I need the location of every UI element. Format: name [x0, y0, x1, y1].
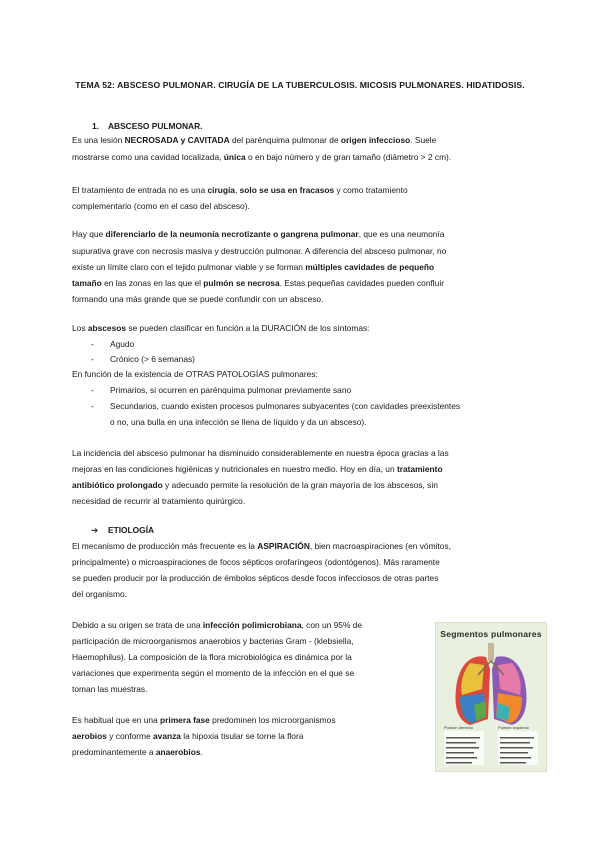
paragraph-line: antibiótico prolongado y adecuado permite la resolución de la gran mayoría de los abscesos, sin [72, 480, 438, 490]
document-title: TEMA 52: ABSCESO PULMONAR. CIRUGÍA DE LA TUBERCULOSIS. MICOSIS PULMONARES. HIDATIDOSIS. [75, 80, 525, 90]
figure-legend-right-heading: Pulmón izquierdo [498, 725, 529, 730]
paragraph-line: toman las muestras. [72, 684, 148, 694]
paragraph-line: variaciones que experimenta según el momento de la infección en el que se [72, 668, 355, 678]
subsection-heading: ETIOLOGÍA [108, 525, 155, 535]
paragraph-line: En función de la existencia de OTRAS PATOLOGÍAS pulmonares: [72, 369, 318, 379]
paragraph-line: Los abscesos se pueden clasificar en función a la DURACIÓN de los síntomas: [72, 323, 370, 333]
paragraph-line: mejoras en las condiciones higiénicas y nutricionales en nuestro medio. Hoy en día, un tratamiento [72, 464, 443, 474]
paragraph-line: existe un límite claro con el tejido pulmonar viable y se forman múltiples cavidades de pequeño [72, 262, 435, 272]
paragraph-line: principalmente) o microaspiraciones de focos sépticos orofaríngeos (odontógenos). Más raramente [72, 557, 440, 567]
figure-legend-left-heading: Pulmón derecho [444, 725, 474, 730]
section-number: 1. [92, 121, 99, 131]
paragraph-line: participación de microorganismos anaerobios y bacterias Gram - (klebsiella, [72, 636, 354, 646]
lung-illustration [436, 623, 546, 771]
list-bullet: - [91, 354, 94, 364]
figure-title: Segmentos pulmonares [440, 629, 542, 639]
list-bullet: - [91, 401, 94, 411]
list-bullet: - [91, 339, 94, 349]
paragraph-line: formando una más grande que se puede confundir con un absceso. [72, 294, 324, 304]
paragraph-line: se pueden producir por la producción de émbolos sépticos desde focos infecciosos de otras partes [72, 573, 439, 583]
paragraph-line: El tratamiento de entrada no es una cirugía, solo se usa en fracasos y como tratamiento [72, 185, 408, 195]
paragraph-line: Es habitual que en una primera fase predominen los microorganismos [72, 715, 336, 725]
list-bullet: - [91, 385, 94, 395]
list-item: Crónico (> 6 semanas) [110, 354, 195, 364]
list-item: Primarios, si ocurren en parénquima pulmonar previamente sano [110, 385, 352, 395]
paragraph-line: necesidad de recurrir al tratamiento quirúrgico. [72, 496, 246, 506]
list-item: Secundarios, cuando existen procesos pulmonares subyacentes (con cavidades preexistentes [110, 401, 461, 411]
paragraph-line: Es una lesión NECROSADA y CAVITADA del parénquima pulmonar de origen infeccioso. Suele [72, 135, 437, 145]
paragraph-line: del organismo. [72, 589, 127, 599]
arrow-icon: ➔ [91, 525, 99, 535]
section-heading: ABSCESO PULMONAR. [108, 121, 203, 131]
paragraph-line: supurativa grave con necrosis masiva y destrucción pulmonar. A diferencia del absceso pulmonar, no [72, 246, 447, 256]
paragraph-line: Debido a su origen se trata de una infección polimicrobiana, con un 95% de [72, 620, 363, 630]
paragraph-line: tamaño en las zonas en las que el pulmón se necrosa. Estas pequeñas cavidades pueden confluir [72, 278, 444, 288]
paragraph-line: Hay que diferenciarlo de la neumonía necrotizante o gangrena pulmonar, que es una neumonía [72, 229, 445, 239]
list-item-continuation: o no, una bulla en una infección se llena de líquido y da un absceso). [110, 417, 367, 427]
paragraph-line: aerobios y conforme avanza la hipoxia tisular se torne la flora [72, 731, 304, 741]
paragraph-line: Haemophilus). La composición de la flora microbiológica es dinámica por la [72, 652, 352, 662]
paragraph-line: mostrarse como una cavidad localizada, única o en bajo número y de gran tamaño (diámetro > 2 cm). [72, 152, 452, 162]
paragraph-line: La incidencia del absceso pulmonar ha disminuido considerablemente en nuestra época gracias a las [72, 448, 449, 458]
paragraph-line: El mecanismo de producción más frecuente es la ASPIRACIÓN, bien macroaspiraciones (en vómitos, [72, 541, 451, 551]
lung-segments-figure [435, 622, 547, 772]
paragraph-line: complementario (como en el caso del absceso). [72, 201, 250, 211]
list-item: Agudo [110, 339, 135, 349]
paragraph-line: predominantemente a anaerobios. [72, 747, 203, 757]
